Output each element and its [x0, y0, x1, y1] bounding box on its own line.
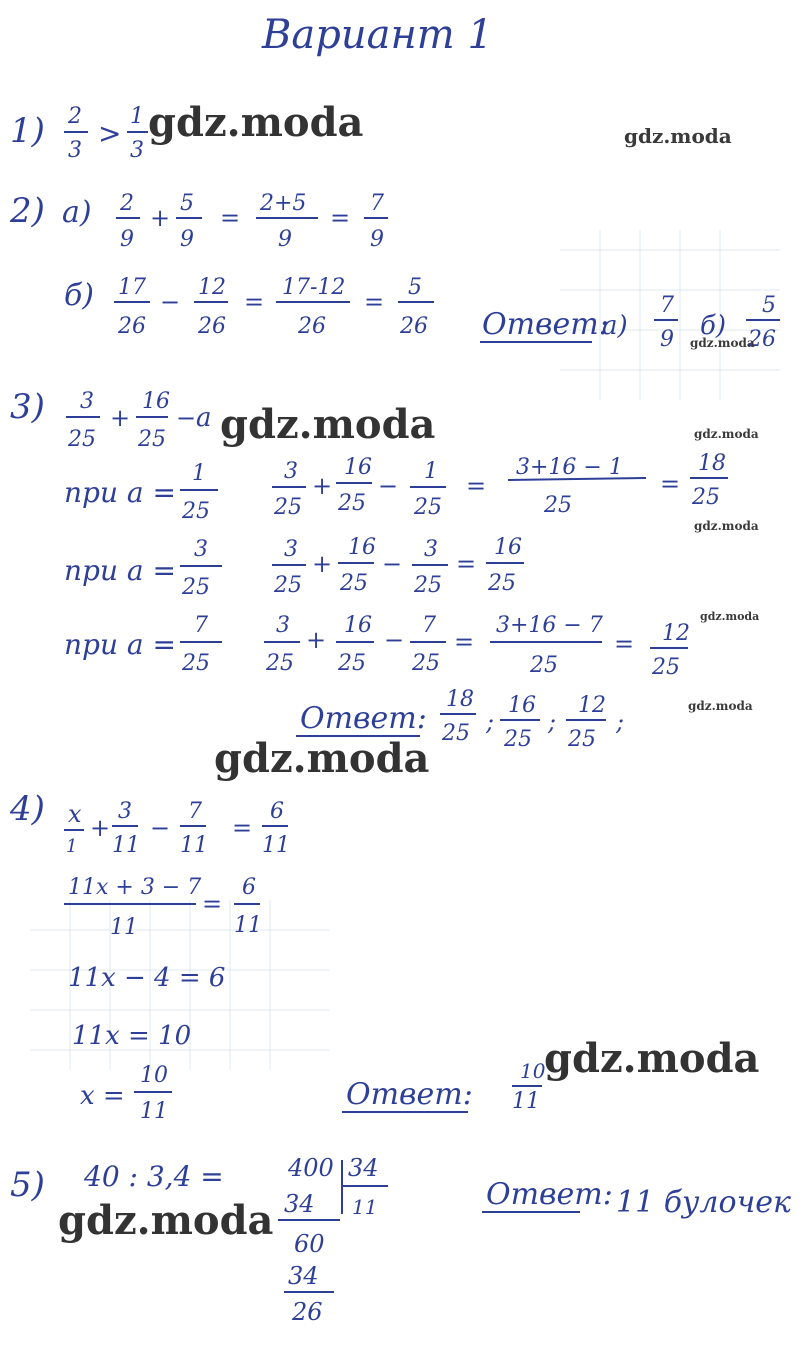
equation-line: x =	[80, 1081, 125, 1111]
fraction-numerator: 3	[284, 537, 298, 562]
fraction-numerator: 2+5	[260, 191, 307, 216]
fraction-numerator: 12	[578, 693, 606, 718]
watermark: gdz.moda	[624, 124, 732, 148]
fraction-denominator: 25	[544, 493, 572, 518]
answer-label: Ответ:	[482, 307, 609, 342]
fraction-denominator: 26	[748, 327, 776, 352]
fraction-numerator: 16	[348, 535, 376, 560]
fraction-numerator: 3	[80, 389, 94, 414]
divisor: 34	[348, 1154, 379, 1182]
fraction-denominator: 3	[130, 138, 144, 163]
fraction-numerator: 16	[344, 613, 372, 638]
variable: a	[196, 403, 212, 433]
fraction-denominator: 25	[68, 427, 96, 452]
fraction-numerator: 3	[276, 613, 290, 638]
equals-sign: =	[454, 628, 475, 656]
fraction-numerator: 5	[762, 293, 776, 318]
case-label: при a =	[64, 628, 176, 661]
separator: ;	[548, 708, 557, 736]
fraction-denominator: 25	[340, 571, 368, 596]
equals-sign: =	[614, 630, 635, 658]
fraction-denominator: 25	[182, 575, 210, 600]
equals-sign: =	[456, 550, 477, 578]
fraction-denominator: 25	[488, 571, 516, 596]
watermark: gdz.moda	[694, 519, 759, 533]
sum-numerator: 3+16 − 7	[496, 613, 603, 638]
fraction-denominator: 25	[182, 499, 210, 524]
fraction-denominator: 25	[266, 651, 294, 676]
fraction-denominator: 26	[298, 314, 326, 339]
minus-sign: −	[378, 472, 399, 500]
fraction-denominator: 25	[182, 651, 210, 676]
problem-number: 2)	[10, 191, 45, 231]
answer-text: 11 булочек	[616, 1185, 791, 1220]
answer-part-label: а)	[602, 311, 628, 341]
fraction-numerator: 18	[446, 687, 474, 712]
fraction-numerator: 7	[188, 799, 202, 824]
fraction-denominator: 25	[504, 727, 532, 752]
fraction-denominator: 25	[414, 495, 442, 520]
fraction-numerator: 16	[344, 455, 372, 480]
fraction-numerator: 5	[180, 191, 194, 216]
problem-number: 4)	[10, 789, 45, 829]
fraction-denominator: 25	[414, 573, 442, 598]
fraction-denominator: 25	[338, 651, 366, 676]
fraction-denominator: 11	[180, 833, 208, 858]
fraction-numerator: 2	[68, 104, 82, 129]
fraction-numerator: 1	[130, 104, 144, 129]
plus-sign: +	[150, 204, 171, 232]
fraction-denominator: 11	[140, 1099, 168, 1124]
watermark: gdz.moda	[544, 1035, 760, 1082]
problem-1	[10, 104, 148, 163]
plus-sign: +	[312, 472, 333, 500]
division-expression: 40 : 3,4 =	[84, 1160, 224, 1193]
equation-line: 11x = 10	[72, 1021, 192, 1051]
fraction-denominator: 25	[692, 485, 720, 510]
fraction-numerator: 7	[370, 191, 384, 216]
quotient: 11	[352, 1195, 378, 1219]
fraction-denominator: 9	[660, 327, 674, 352]
equation-line: 11x − 4 = 6	[68, 963, 226, 993]
fraction-denominator: 25	[530, 653, 558, 678]
fraction-denominator: 11	[112, 833, 140, 858]
minus-sign: −	[176, 404, 197, 432]
fraction-denominator: 26	[118, 314, 146, 339]
fraction-denominator: 3	[68, 138, 82, 163]
fraction-numerator: 10	[520, 1059, 546, 1083]
subtrahend: 34	[284, 1190, 315, 1218]
remainder: 26	[292, 1298, 323, 1326]
problem-number: 1)	[10, 111, 45, 151]
fraction-denominator: 25	[138, 427, 166, 452]
minus-sign: −	[384, 626, 405, 654]
fraction-numerator: 3	[284, 459, 298, 484]
minus-sign: −	[160, 288, 181, 316]
watermark: gdz.moda	[58, 1197, 274, 1244]
sum-numerator: 3+16 − 1	[516, 455, 623, 480]
fraction-numerator: 12	[198, 275, 226, 300]
fraction-numerator: 3	[194, 537, 208, 562]
part-label: а)	[62, 195, 92, 230]
fraction-numerator: 6	[270, 799, 284, 824]
equals-sign: =	[232, 814, 253, 842]
fraction-numerator: 1	[192, 461, 206, 486]
fraction-numerator: 18	[698, 451, 726, 476]
fraction-numerator: 16	[508, 693, 536, 718]
fraction-denominator: 11	[512, 1089, 540, 1114]
fraction-numerator: 6	[242, 875, 256, 900]
fraction-denominator: 25	[274, 573, 302, 598]
fraction-numerator: 2	[120, 191, 134, 216]
fraction-numerator: 7	[194, 613, 208, 638]
case-label: при a =	[64, 476, 176, 509]
subtrahend: 34	[288, 1262, 319, 1290]
part-label: б)	[64, 278, 95, 313]
plus-sign: +	[90, 814, 111, 842]
problem-number: 5)	[10, 1165, 45, 1205]
page-title: Вариант 1	[262, 12, 493, 58]
fraction-denominator: 25	[442, 721, 470, 746]
watermark: gdz.moda	[214, 735, 430, 782]
answer-label: Ответ:	[346, 1077, 473, 1112]
fraction-numerator: 16	[494, 535, 522, 560]
fraction-denominator: 25	[412, 651, 440, 676]
minus-sign: −	[382, 550, 403, 578]
answer-part-label: б)	[700, 311, 727, 341]
watermark: gdz.moda	[148, 99, 364, 146]
problem-2	[9, 191, 780, 352]
equals-sign: =	[202, 890, 223, 918]
equals-sign: =	[330, 204, 351, 232]
fraction-denominator: 11	[110, 915, 138, 940]
separator: ;	[616, 708, 625, 736]
fraction-denominator: 25	[338, 491, 366, 516]
problem-number: 3)	[10, 387, 45, 427]
watermark: gdz.moda	[700, 610, 760, 623]
fraction-numerator: 16	[142, 389, 170, 414]
fraction-denominator: 26	[400, 314, 428, 339]
fraction-numerator: 17	[118, 275, 146, 300]
plus-sign: +	[110, 404, 131, 432]
equals-sign: =	[244, 288, 265, 316]
fraction-denominator: 25	[568, 727, 596, 752]
fraction-denominator: 25	[652, 655, 680, 680]
plus-sign: +	[306, 626, 327, 654]
remainder: 60	[294, 1230, 325, 1258]
fraction-numerator: 10	[140, 1063, 168, 1088]
separator: ;	[486, 708, 495, 736]
fraction-numerator: 12	[662, 621, 690, 646]
fraction-numerator: 5	[408, 275, 422, 300]
minus-sign: −	[150, 814, 171, 842]
plus-sign: +	[312, 550, 333, 578]
watermark: gdz.moda	[220, 401, 436, 448]
fraction-numerator: 3	[424, 537, 438, 562]
fraction-numerator: 1	[424, 459, 438, 484]
fraction-denominator: 9	[180, 227, 194, 252]
fraction-denominator: 9	[370, 227, 384, 252]
fraction-denominator: 9	[278, 227, 292, 252]
fraction-numerator: 7	[422, 613, 436, 638]
fraction-denominator: 9	[120, 227, 134, 252]
fraction-numerator: 3	[118, 799, 132, 824]
variable: x	[68, 800, 82, 828]
watermark: gdz.moda	[690, 336, 755, 350]
equals-sign: =	[466, 472, 487, 500]
fraction-denominator: 25	[274, 495, 302, 520]
dividend: 400	[288, 1154, 334, 1182]
answer-label: Ответ:	[486, 1177, 613, 1212]
compare-sign: >	[98, 117, 122, 150]
watermark: gdz.moda	[688, 699, 753, 713]
equals-sign: =	[364, 288, 385, 316]
problem-4	[9, 789, 546, 1124]
fraction-numerator: 17-12	[282, 275, 346, 300]
equals-sign: =	[220, 204, 241, 232]
fraction-denominator: 11	[262, 833, 290, 858]
answer-label: Ответ:	[300, 701, 427, 736]
equals-sign: =	[660, 470, 681, 498]
watermark: gdz.moda	[694, 427, 759, 441]
fraction-numerator: 11x + 3 − 7	[68, 875, 202, 900]
fraction-denominator: 11	[234, 913, 262, 938]
fraction-denominator: 26	[198, 314, 226, 339]
fraction-numerator: 7	[660, 293, 674, 318]
case-label: при a =	[64, 554, 176, 587]
fraction-denominator: 1	[66, 836, 78, 857]
